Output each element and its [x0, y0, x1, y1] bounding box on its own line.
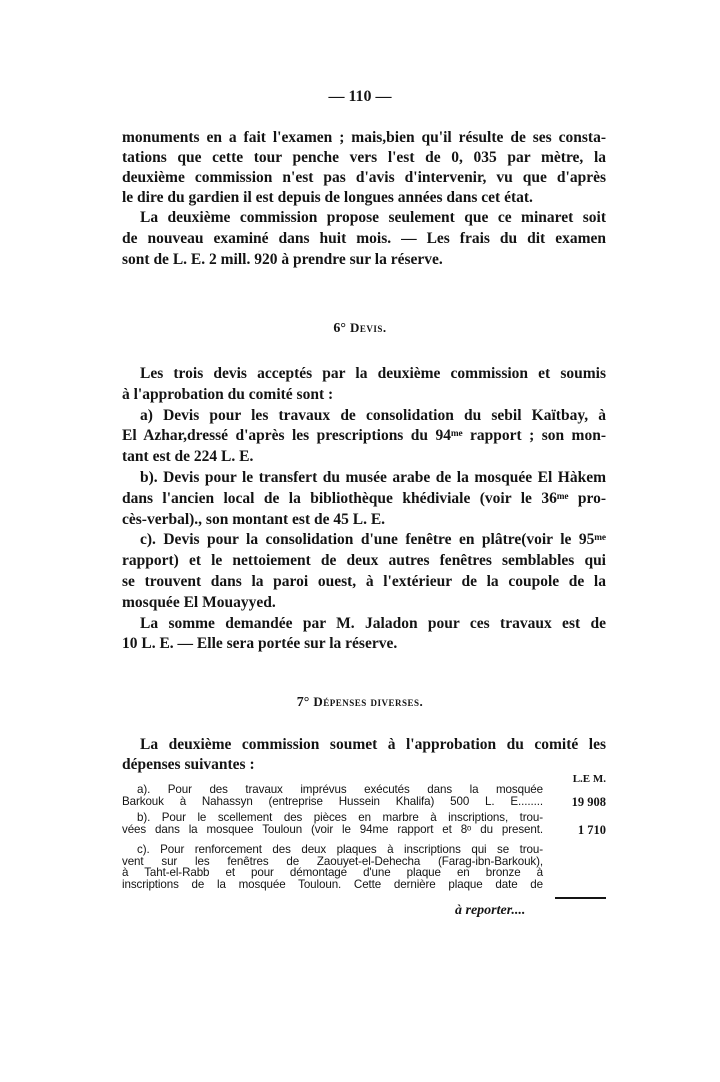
text-line: monuments en a fait l'examen ; mais,bien qu'il résulte de ses consta- [122, 129, 606, 146]
text-line: dépenses suivantes : [122, 756, 255, 773]
section-6-heading [0, 320, 720, 337]
text-line: 10 L. E. — Elle sera portée sur la réserve. [122, 635, 398, 652]
text-line: à l'approbation du comité sont : [122, 386, 334, 403]
expense-line: vent sur les fenêtres de Zaouyet-el-Dehecha (Farag-ibn-Barkouk), [122, 855, 543, 868]
expense-line: Barkouk à Nahassyn (entreprise Hussein Khalifa) 500 L. E........ [122, 795, 543, 808]
text-line: tations que cette tour penche vers l'est de 0, 035 par mètre, la [122, 149, 606, 166]
text-line: El Azhar,dressé d'après les prescriptions du 94ᵐᵉ rapport ; son mon- [122, 427, 606, 444]
text-line: La somme demandée par M. Jaladon pour ces travaux est de [140, 615, 606, 632]
text-line: c). Devis pour la consolidation d'une fenêtre en plâtre(voir le 95ᵐᵉ [140, 531, 606, 548]
text-line: sont de L. E. 2 mill. 920 à prendre sur la réserve. [122, 251, 443, 268]
text-line: b). Devis pour le transfert du musée arabe de la mosquée El Hàkem [140, 469, 606, 486]
text-line: de nouveau examiné dans huit mois. — Les frais du dit examen [122, 230, 606, 247]
section-7-heading [0, 694, 720, 711]
carry-forward: à reporter.... [455, 903, 526, 918]
expense-amount: 19 908 [571, 795, 606, 809]
text-line: Les trois devis acceptés par la deuxième commission et soumis [140, 365, 606, 382]
column-header: L.E M. [572, 773, 606, 785]
text-line: La deuxième commission propose seulement que ce minaret soit [140, 209, 606, 226]
text-line: mosquée El Mouayyed. [122, 594, 276, 611]
text-line: cès-verbal)., son montant est de 45 L. E. [122, 511, 386, 528]
text-line: le dire du gardien il est depuis de longues années dans cet état. [122, 189, 533, 206]
text-line: deuxième commission n'est pas d'avis d'intervenir, vu que d'après [122, 169, 606, 186]
text-line: dans l'ancien local de la bibliothèque khédiviale (voir le 36ᵐᵉ pro- [122, 490, 606, 507]
page-number: — 110 — [328, 88, 392, 105]
expense-line: à Taht-el-Rabb et pour démontage d'une plaque en bronze à [122, 866, 543, 879]
total-rule [555, 897, 606, 899]
expense-line: a). Pour des travaux imprévus exécutés dans la mosquée [137, 783, 543, 796]
text-line: tant est de 224 L. E. [122, 448, 254, 465]
expense-amount: 1 710 [577, 823, 606, 837]
expense-line: inscriptions de la mosquée Touloun. Cette dernière plaque date de [122, 878, 543, 891]
section-number: 7° [296, 695, 310, 710]
expense-line: b). Pour le scellement des pièces en marbre à inscriptions, trou- [137, 811, 543, 824]
text-line: a) Devis pour les travaux de consolidation du sebil Kaïtbay, à [140, 407, 606, 424]
text-line: se trouvent dans la paroi ouest, à l'extérieur de la coupole de la [122, 573, 606, 590]
section-title: Dépenses diverses. [313, 694, 424, 709]
text-line: La deuxième commission soumet à l'approbation du comité les [140, 736, 606, 753]
section-title: Devis. [349, 320, 387, 335]
expense-line: c). Pour renforcement des deux plaques à inscriptions qui se trou- [137, 843, 543, 856]
text-line: rapport) et le nettoiement de deux autres fenêtres semblables qui [122, 552, 606, 569]
section-number: 6° [333, 321, 346, 336]
expense-line: vées dans la mosquee Touloun (voir le 94me rapport et 8ᵒ du present. [122, 823, 543, 836]
